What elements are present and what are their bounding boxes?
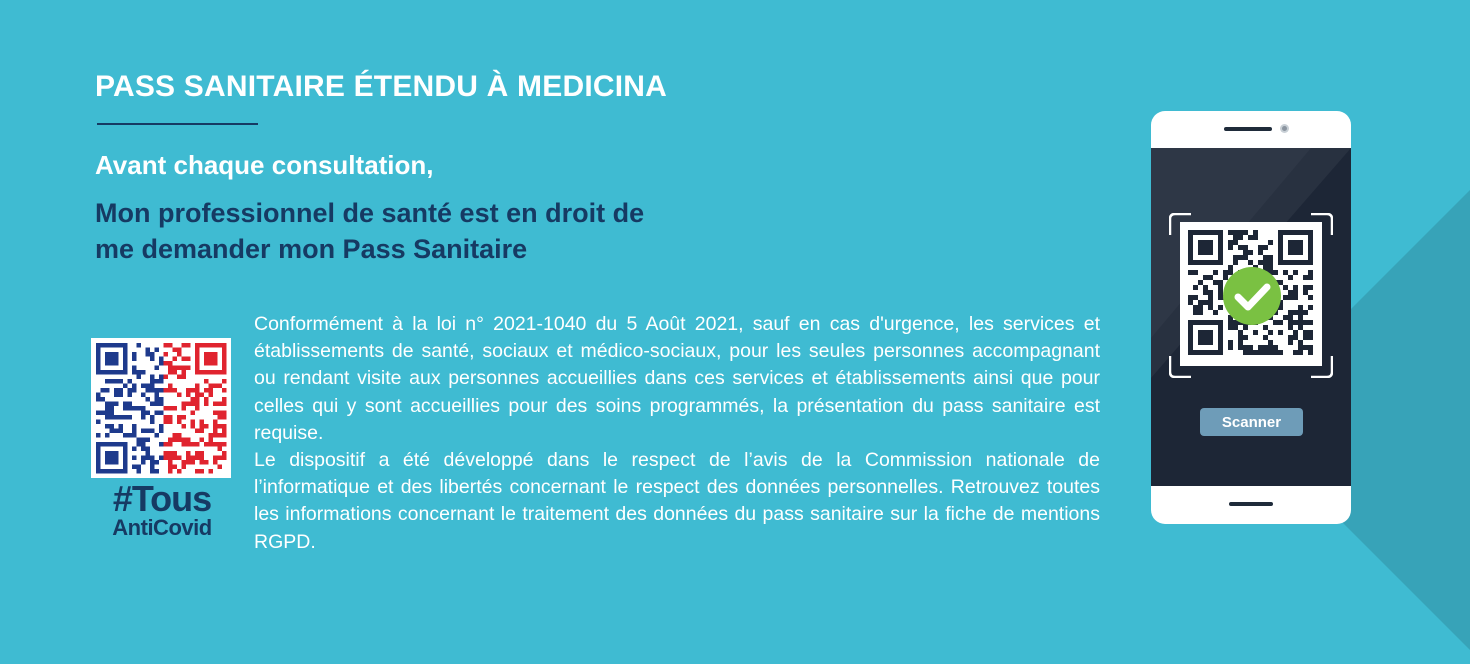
title-underline <box>97 123 258 125</box>
scanner-button[interactable]: Scanner <box>1200 408 1303 436</box>
check-icon <box>1222 266 1282 326</box>
legal-paragraph-1: Conformément à la loi n° 2021-1040 du 5 Août 2021, sauf en cas d'urgence, les services et établissements de santé, sociaux et médico-sociaux, pour les seules personnes accompagnant ou rendant visite aux personnes accueillies dans ces services et établissements ainsi que pour celles qui y sont accueillies pour des soins programmés, la présentation du pass sanitaire est requise. <box>254 313 1100 444</box>
headline-line-1: Mon professionnel de santé est en droit de <box>95 198 645 228</box>
legal-paragraph-2: Le dispositif a été développé dans le respect de l’avis de la Commission nationale de l’informatique et des libertés concernant le respect des données personnelles. Retrouvez toutes les informations concernant le traitement des données du pass sanitaire sur la fiche de mentions RGPD. <box>254 449 1100 553</box>
tousanticovid-line-2: AntiCovid <box>112 515 212 540</box>
phone-home-bar <box>1229 502 1273 506</box>
tousanticovid-logo <box>91 338 233 540</box>
phone-screen <box>1151 148 1351 486</box>
phone-camera-icon <box>1280 124 1289 133</box>
tousanticovid-qr-icon <box>91 338 231 478</box>
headline-line-2: me demander mon Pass Sanitaire <box>95 234 528 264</box>
phone-speaker <box>1224 127 1272 131</box>
banner-subtitle: Avant chaque consultation, <box>95 150 434 180</box>
tousanticovid-line-1: #Tous <box>112 478 212 519</box>
banner-title: PASS SANITAIRE ÉTENDU À MEDICINA <box>95 70 667 103</box>
legal-text <box>254 311 1100 556</box>
smartphone-illustration <box>1151 111 1351 524</box>
banner-headline <box>95 195 795 267</box>
tousanticovid-wordmark <box>91 478 233 540</box>
